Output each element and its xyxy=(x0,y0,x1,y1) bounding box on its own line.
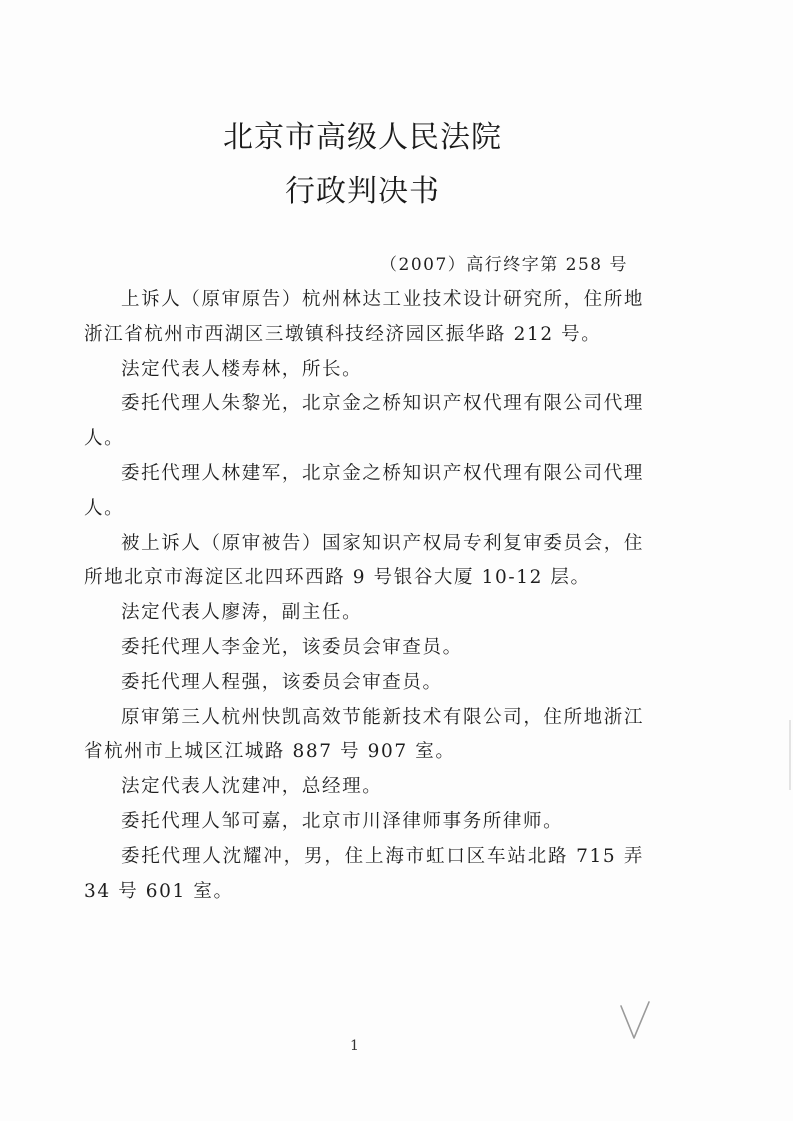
paragraph-appellant-agent-1: 委托代理人朱黎光，北京金之桥知识产权代理有限公司代理人。 xyxy=(84,393,644,450)
page-number: 1 xyxy=(350,1038,359,1054)
scan-edge-mark xyxy=(789,720,791,790)
paragraph-appellee-agent-2: 委托代理人程强，该委员会审查员。 xyxy=(121,671,443,693)
paragraph-appellee: 被上诉人（原审被告）国家知识产权局专利复审委员会，住所地北京市海淀区北四环西路 9 号银谷大厦 10-12 层。 xyxy=(84,532,644,589)
paragraph-third-party-representative: 法定代表人沈建冲，总经理。 xyxy=(121,776,383,798)
case-number: （2007）高行终字第 258 号 xyxy=(380,255,629,275)
party-list xyxy=(84,283,644,909)
court-name: 北京市高级人民法院 xyxy=(223,120,502,155)
paragraph-appellant-agent-2: 委托代理人林建军，北京金之桥知识产权代理有限公司代理人。 xyxy=(84,462,644,519)
paragraph-appellee-agent-1: 委托代理人李金光，该委员会审查员。 xyxy=(121,636,463,658)
check-mark-icon xyxy=(618,1000,652,1042)
paragraph-appellant-representative: 法定代表人楼寿林，所长。 xyxy=(121,358,363,380)
paragraph-appellant: 上诉人（原审原告）杭州林达工业技术设计研究所，住所地浙江省杭州市西湖区三墩镇科技经济园区振华路 212 号。 xyxy=(84,289,644,345)
paragraph-third-party-agent-2: 委托代理人沈耀冲，男，住上海市虹口区车站北路 715 弄 34 号 601 室。 xyxy=(84,845,644,902)
paragraph-third-party: 原审第三人杭州快凯高效节能新技术有限公司，住所地浙江省杭州市上城区江城路 887 号 907 室。 xyxy=(84,706,644,763)
document-type: 行政判决书 xyxy=(285,174,440,209)
paragraph-appellee-representative: 法定代表人廖涛，副主任。 xyxy=(121,602,363,624)
paragraph-third-party-agent-1: 委托代理人邹可嘉，北京市川泽律师事务所律师。 xyxy=(121,810,564,832)
